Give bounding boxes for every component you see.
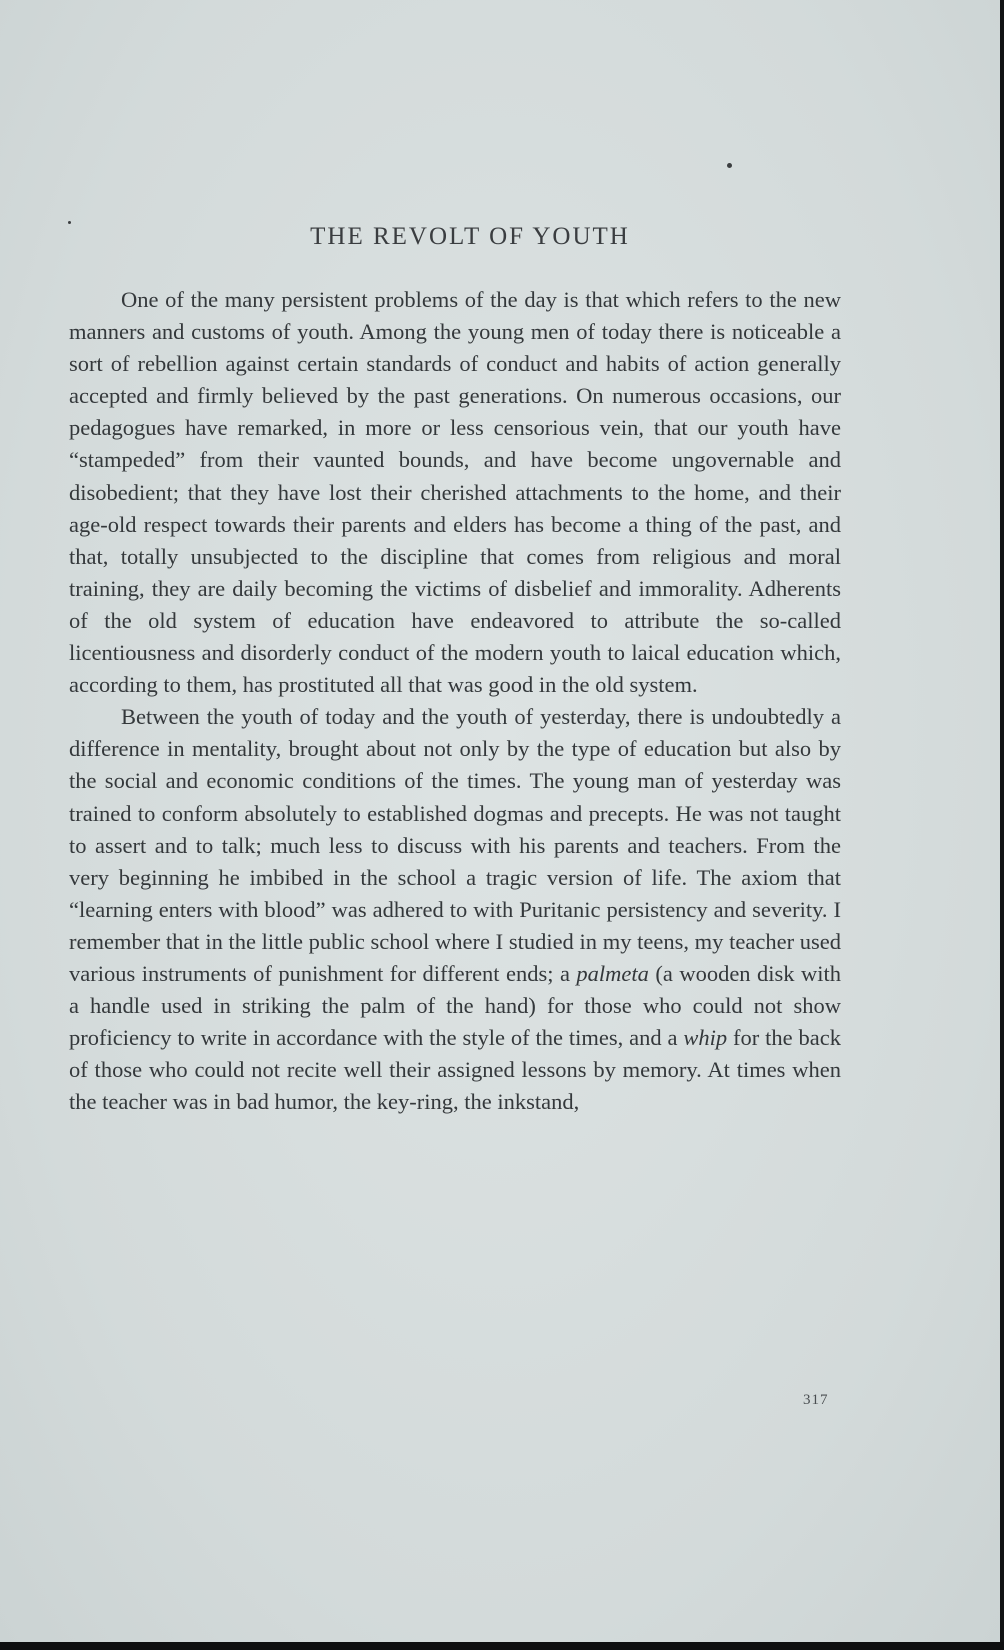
page-title: THE REVOLT OF YOUTH [310, 223, 630, 250]
paragraph-1-text: One of the many persistent problems of the day is that which refers to the new manners and customs of youth. Among the young men of today there is noticeable a sort of rebellion against certain standards of conduct and habits of action generally accepted and firmly believed by the past generations. On numerous occasions, our pedagogues have remarked, in more or less censorious vein, that our youth have “stampeded” from their vaunted bounds, and have become ungovernable and disobedient; that they have lost their cherished attachments to the home, and their age-old respect towards their parents and elders has become a thing of the past, and that, totally unsubjected to the discipline that comes from religious and moral training, they are daily becoming the victims of disbelief and immorality. Adherents of the old system of education have endeavored to attribute the so-called licentiousness and disorderly conduct of the modern youth to laical education which, according to them, has prostituted all that was good in the old system. [69, 287, 841, 698]
paragraph-2 [69, 701, 841, 1118]
scan-border-bottom [0, 1642, 1004, 1650]
paragraph-2-text-c: for the back of those who could not recite well their assigned lessons by memory. At times when the teacher was in bad humor, the key-ring, the inkstand, [69, 1025, 842, 1115]
page-number: 317 [803, 1392, 829, 1408]
ink-speck [727, 163, 732, 168]
term-palmeta: palmeta [576, 960, 649, 986]
scan-border-right [1000, 0, 1004, 1650]
body-text [69, 284, 841, 1118]
paragraph-2-text-a: Between the youth of today and the youth of yesterday, there is undoubtedly a difference in mentality, brought about not only by the type of education but also by the social and economic conditions of the times. The young man of yesterday was trained to conform absolutely to established dogmas and precepts. He was not taught to assert and to talk; much less to discuss with his parents and teachers. From the very beginning he imbibed in the school a tragic version of life. The axiom that “learning enters with blood” was adhered to with Puritanic persistency and severity. I remember that in the little public school where I studied in my teens, my teacher used various instruments of punishment for different ends; a [69, 704, 841, 986]
paragraph-1 [69, 284, 841, 701]
term-whip: whip [683, 1025, 728, 1051]
paragraph-2-text-b: (a wooden disk with a handle used in striking the palm of the hand) for those who could not show proficiency to write in accordance with the style of the times, and a [69, 960, 841, 1051]
